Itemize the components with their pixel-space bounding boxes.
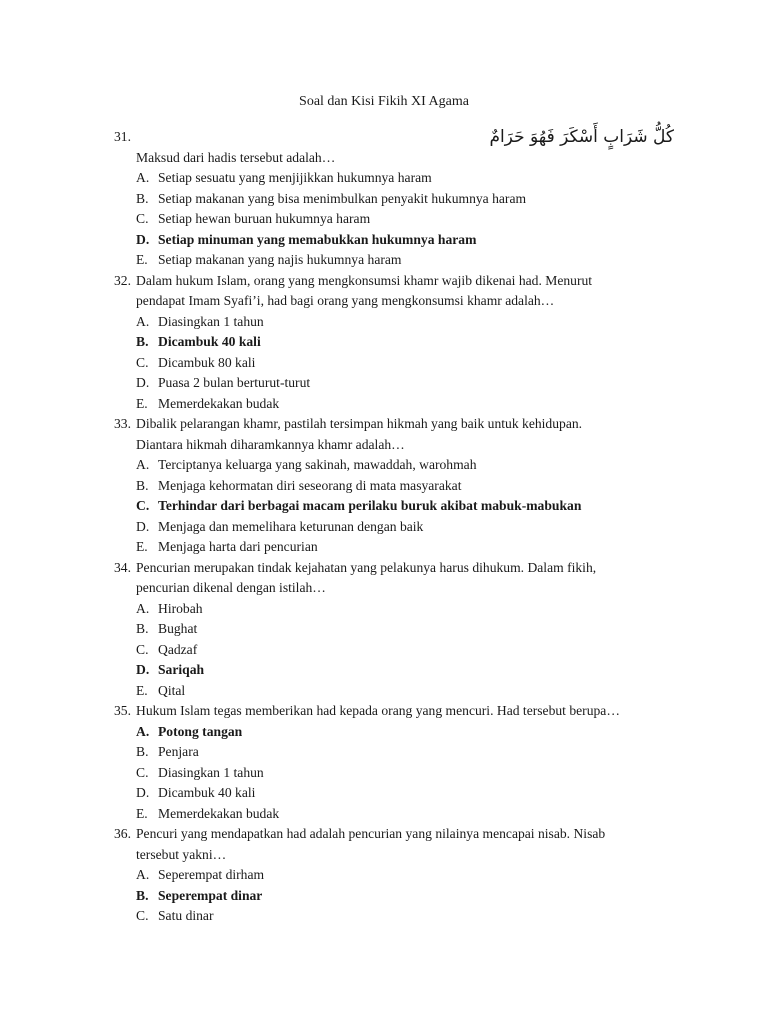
question-line: Dibalik pelarangan khamr, pastilah tersimpan hikmah yang baik untuk kehidupan. bbox=[136, 416, 583, 431]
question-line: Hukum Islam tegas memberikan had kepada orang yang mencuri. Had tersebut berupa… bbox=[136, 703, 620, 718]
option-item bbox=[136, 865, 674, 886]
option-letter: D. bbox=[136, 375, 150, 390]
option-letter: B. bbox=[136, 190, 149, 206]
option-letter: A. bbox=[136, 867, 150, 882]
option-text: Bughat bbox=[158, 621, 198, 636]
question-text bbox=[114, 414, 674, 455]
question-number: 35. bbox=[114, 703, 131, 718]
option-item bbox=[136, 742, 674, 763]
option-item bbox=[136, 353, 674, 374]
option-item bbox=[136, 312, 674, 333]
option-letter: D. bbox=[136, 662, 150, 677]
option-letter: D. bbox=[136, 785, 150, 800]
option-item bbox=[136, 804, 674, 825]
option-text: Diasingkan 1 tahun bbox=[158, 313, 264, 329]
page-title: Soal dan Kisi Fikih XI Agama bbox=[299, 94, 469, 109]
question-text bbox=[114, 701, 674, 722]
question-block bbox=[114, 414, 674, 558]
option-letter: A. bbox=[136, 457, 150, 472]
option-item bbox=[136, 250, 674, 271]
option-letter: D. bbox=[136, 518, 150, 534]
option-letter: A. bbox=[136, 723, 150, 739]
question-text bbox=[114, 127, 674, 168]
option-item-correct bbox=[136, 332, 674, 353]
option-text: Menjaga kehormatan diri seseorang di mata masyarakat bbox=[158, 477, 462, 493]
option-item bbox=[136, 476, 674, 497]
question-line: Pencuri yang mendapatkan had adalah pencurian yang nilainya mencapai nisab. Nisab bbox=[136, 826, 606, 841]
option-letter: B. bbox=[136, 887, 149, 903]
question-block bbox=[114, 271, 674, 415]
question-block bbox=[114, 127, 674, 271]
option-text: Qadzaf bbox=[158, 641, 198, 657]
option-item bbox=[136, 906, 674, 927]
question-line: Diantara hikmah diharamkannya khamr adalah… bbox=[136, 436, 405, 452]
question-line: pencurian dikenal dengan istilah… bbox=[136, 580, 326, 595]
option-letter: E. bbox=[136, 539, 148, 554]
option-letter: D. bbox=[136, 231, 150, 247]
option-item-correct bbox=[136, 496, 674, 517]
question-line: Maksud dari hadis tersebut adalah… bbox=[136, 149, 336, 165]
option-text: Sariqah bbox=[158, 662, 205, 677]
option-text: Diasingkan 1 tahun bbox=[158, 764, 264, 780]
arabic-hadith: كُلُّ شَرَابٍ أَسْكَرَ فَهُوَ حَرَامٌ bbox=[489, 127, 674, 147]
question-text bbox=[114, 558, 674, 599]
option-letter: B. bbox=[136, 621, 149, 636]
option-letter: A. bbox=[136, 170, 150, 185]
option-letter: A. bbox=[136, 600, 150, 616]
option-list bbox=[114, 599, 674, 702]
option-text: Dicambuk 80 kali bbox=[158, 354, 256, 370]
option-item bbox=[136, 783, 674, 804]
question-line: pendapat Imam Syafi’i, had bagi orang yang mengkonsumsi khamr adalah… bbox=[136, 293, 555, 308]
option-text: Satu dinar bbox=[158, 908, 214, 923]
option-letter: E. bbox=[136, 252, 148, 267]
option-letter: B. bbox=[136, 334, 149, 349]
option-item bbox=[136, 209, 674, 230]
option-letter: C. bbox=[136, 764, 149, 780]
option-text: Memerdekakan budak bbox=[158, 805, 280, 821]
option-item bbox=[136, 537, 674, 558]
option-letter: C. bbox=[136, 354, 149, 370]
question-text bbox=[114, 271, 674, 312]
option-text: Seperempat dirham bbox=[158, 867, 265, 882]
option-letter: C. bbox=[136, 211, 149, 226]
option-letter: E. bbox=[136, 682, 148, 698]
option-text: Terciptanya keluarga yang sakinah, mawaddah, warohmah bbox=[158, 457, 477, 472]
option-text: Hirobah bbox=[158, 600, 203, 616]
option-letter: C. bbox=[136, 641, 149, 657]
question-block bbox=[114, 824, 674, 927]
option-item bbox=[136, 599, 674, 620]
option-text: Setiap minuman yang memabukkan hukumnya haram bbox=[158, 231, 477, 247]
question-block bbox=[114, 701, 674, 824]
option-letter: E. bbox=[136, 395, 148, 411]
option-item bbox=[136, 640, 674, 661]
option-text: Setiap makanan yang najis hukumnya haram bbox=[158, 252, 402, 267]
option-item bbox=[136, 394, 674, 415]
option-item-correct bbox=[136, 660, 674, 681]
question-line: Dalam hukum Islam, orang yang mengkonsumsi khamr wajib dikenai had. Menurut bbox=[136, 272, 593, 288]
option-text: Seperempat dinar bbox=[158, 887, 263, 903]
option-item-correct bbox=[136, 230, 674, 251]
option-item bbox=[136, 763, 674, 784]
option-text: Potong tangan bbox=[158, 723, 243, 739]
option-letter: C. bbox=[136, 498, 150, 513]
option-text: Setiap makanan yang bisa menimbulkan penyakit hukumnya haram bbox=[158, 190, 527, 206]
question-number: 33. bbox=[114, 416, 131, 431]
option-letter: E. bbox=[136, 805, 148, 821]
question-number: 31. bbox=[114, 129, 131, 144]
option-text: Memerdekakan budak bbox=[158, 395, 280, 411]
option-text: Penjara bbox=[158, 744, 199, 759]
question-number: 32. bbox=[114, 272, 131, 288]
option-text: Setiap sesuatu yang menjijikkan hukumnya haram bbox=[158, 170, 432, 185]
option-item bbox=[136, 455, 674, 476]
option-list bbox=[114, 722, 674, 825]
question-number: 34. bbox=[114, 559, 131, 575]
option-text: Dicambuk 40 kali bbox=[158, 785, 256, 800]
option-list bbox=[114, 865, 674, 927]
option-text: Menjaga dan memelihara keturunan dengan baik bbox=[158, 518, 424, 534]
option-letter: B. bbox=[136, 744, 149, 759]
question-line: tersebut yakni… bbox=[136, 846, 227, 862]
option-item-correct bbox=[136, 886, 674, 907]
option-item-correct bbox=[136, 722, 674, 743]
question-number: 36. bbox=[114, 826, 131, 841]
option-text: Qital bbox=[158, 682, 186, 698]
question-list bbox=[114, 127, 674, 927]
option-item bbox=[136, 681, 674, 702]
option-letter: B. bbox=[136, 477, 149, 493]
option-letter: A. bbox=[136, 313, 150, 329]
option-text: Puasa 2 bulan berturut-turut bbox=[158, 375, 311, 390]
option-text: Terhindar dari berbagai macam perilaku buruk akibat mabuk-mabukan bbox=[158, 498, 582, 513]
option-item bbox=[136, 373, 674, 394]
option-list bbox=[114, 455, 674, 558]
question-block bbox=[114, 558, 674, 702]
option-list bbox=[114, 312, 674, 415]
option-list bbox=[114, 168, 674, 271]
option-item bbox=[136, 168, 674, 189]
question-text bbox=[114, 824, 674, 865]
option-text: Dicambuk 40 kali bbox=[158, 334, 261, 349]
option-item bbox=[136, 517, 674, 538]
option-text: Menjaga harta dari pencurian bbox=[158, 539, 318, 554]
question-line: Pencurian merupakan tindak kejahatan yang pelakunya harus dihukum. Dalam fikih, bbox=[136, 559, 597, 575]
option-item bbox=[136, 619, 674, 640]
option-text: Setiap hewan buruan hukumnya haram bbox=[158, 211, 371, 226]
option-item bbox=[136, 189, 674, 210]
option-letter: C. bbox=[136, 908, 149, 923]
